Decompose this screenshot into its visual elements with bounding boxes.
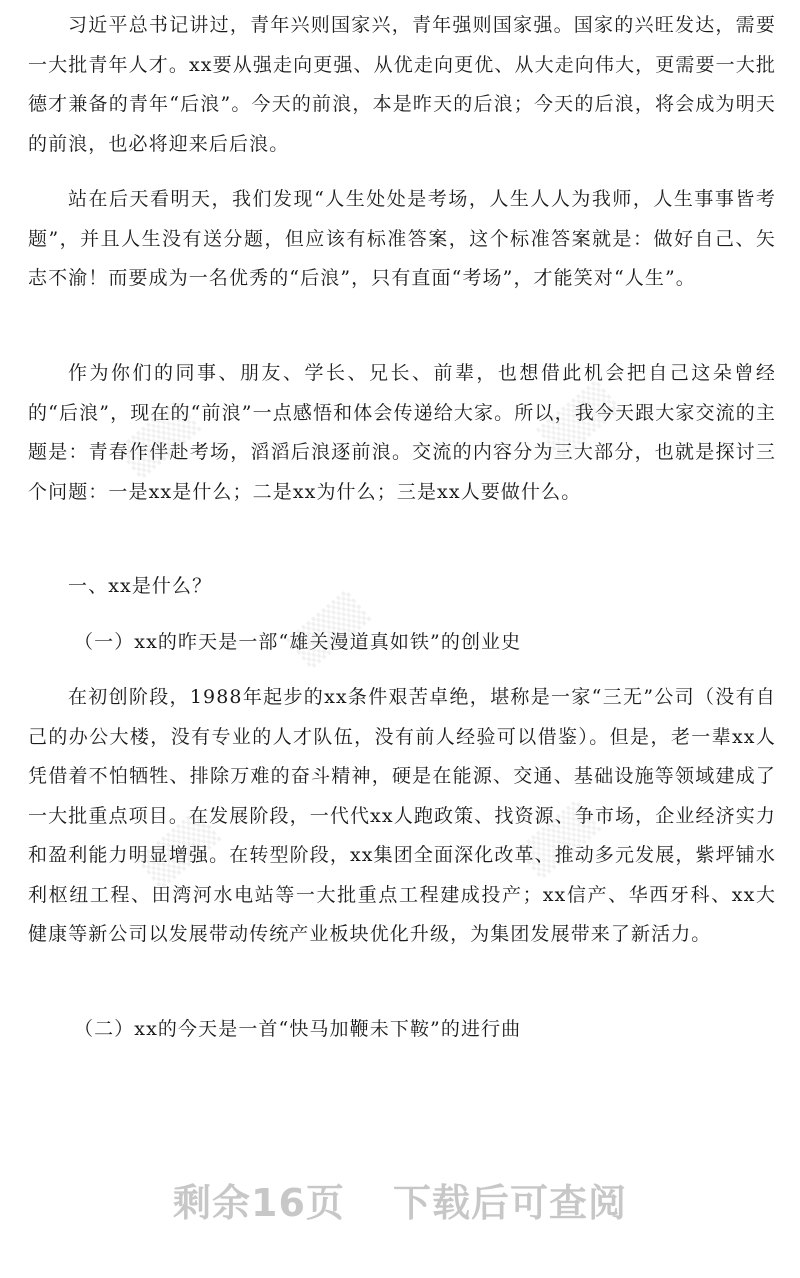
subsection-heading-2: （二）xx的今天是一首“快马加鞭未下鞍”的进行曲: [74, 1018, 522, 1040]
watermark: ▒▒▒: [286, 589, 373, 671]
section-heading-1: 一、xx是什么？: [68, 575, 213, 597]
remaining-pages-label: 剩余16页: [173, 1181, 345, 1225]
paragraph-intro: 习近平总书记讲过，青年兴则国家兴，青年强则国家强。国家的兴旺发达，需要一大批青年人才。xx要从强走向更强、从优走向更优、从大走向伟大，更需要一大批德才兼备的青年“后浪”。今天的前浪，本是昨天的后浪；今天的后浪，将会成为明天的前浪，也必将迎来后后浪。: [28, 14, 776, 155]
watermark: ▒▒▒: [116, 399, 203, 481]
watermark: ▒▒▒: [536, 379, 623, 461]
subsection-heading-1: （一）xx的昨天是一部“雄关漫道真如铁”的创业史: [74, 631, 522, 653]
download-prompt[interactable]: [0, 1172, 800, 1227]
watermark: ▒▒▒: [136, 809, 223, 891]
download-to-view-label: 下载后可查阅: [392, 1181, 627, 1225]
paragraph-history: 在初创阶段，1988年起步的xx条件艰苦卓绝，堪称是一家“三无”公司（没有自己的办公大楼，没有专业的人才队伍，没有前人经验可以借鉴）。但是，老一辈xx人凭借着不怕牺牲、排除万难的奋斗精神，硬是在能源、交通、基础设施等领域建成了一大批重点项目。在发展阶段，一代代xx人跑政策、找资源、争市场，企业经济实力和盈利能力明显增强。在转型阶段，xx集团全面深化改革、推动多元发展，紫坪铺水利枢纽工程、田湾河水电站等一大批重点工程建成投产；xx信产、华西牙科、xx大健康等新公司以发展带动传统产业板块优化升级，为集团发展带来了新活力。: [28, 686, 776, 945]
paragraph-life-exam: 站在后天看明天，我们发现“人生处处是考场，人生人人为我师，人生事事皆考题”，并且人生没有送分题，但应该有标准答案，这个标准答案就是：做好自己、矢志不渝！而要成为一名优秀的“后浪”，只有直面“考场”，才能笑对“人生”。: [28, 188, 776, 289]
paragraph-theme: 作为你们的同事、朋友、学长、兄长、前辈，也想借此机会把自己这朵曾经的“后浪”，现在的“前浪”一点感悟和体会传递给大家。所以，我今天跟大家交流的主题是：青春作伴赴考场，滔滔后浪逐前浪。交流的内容分为三大部分，也就是探讨三个问题：一是xx是什么；二是xx为什么；三是xx人要做什么。: [28, 362, 776, 503]
watermark: ▒▒▒: [516, 799, 603, 881]
